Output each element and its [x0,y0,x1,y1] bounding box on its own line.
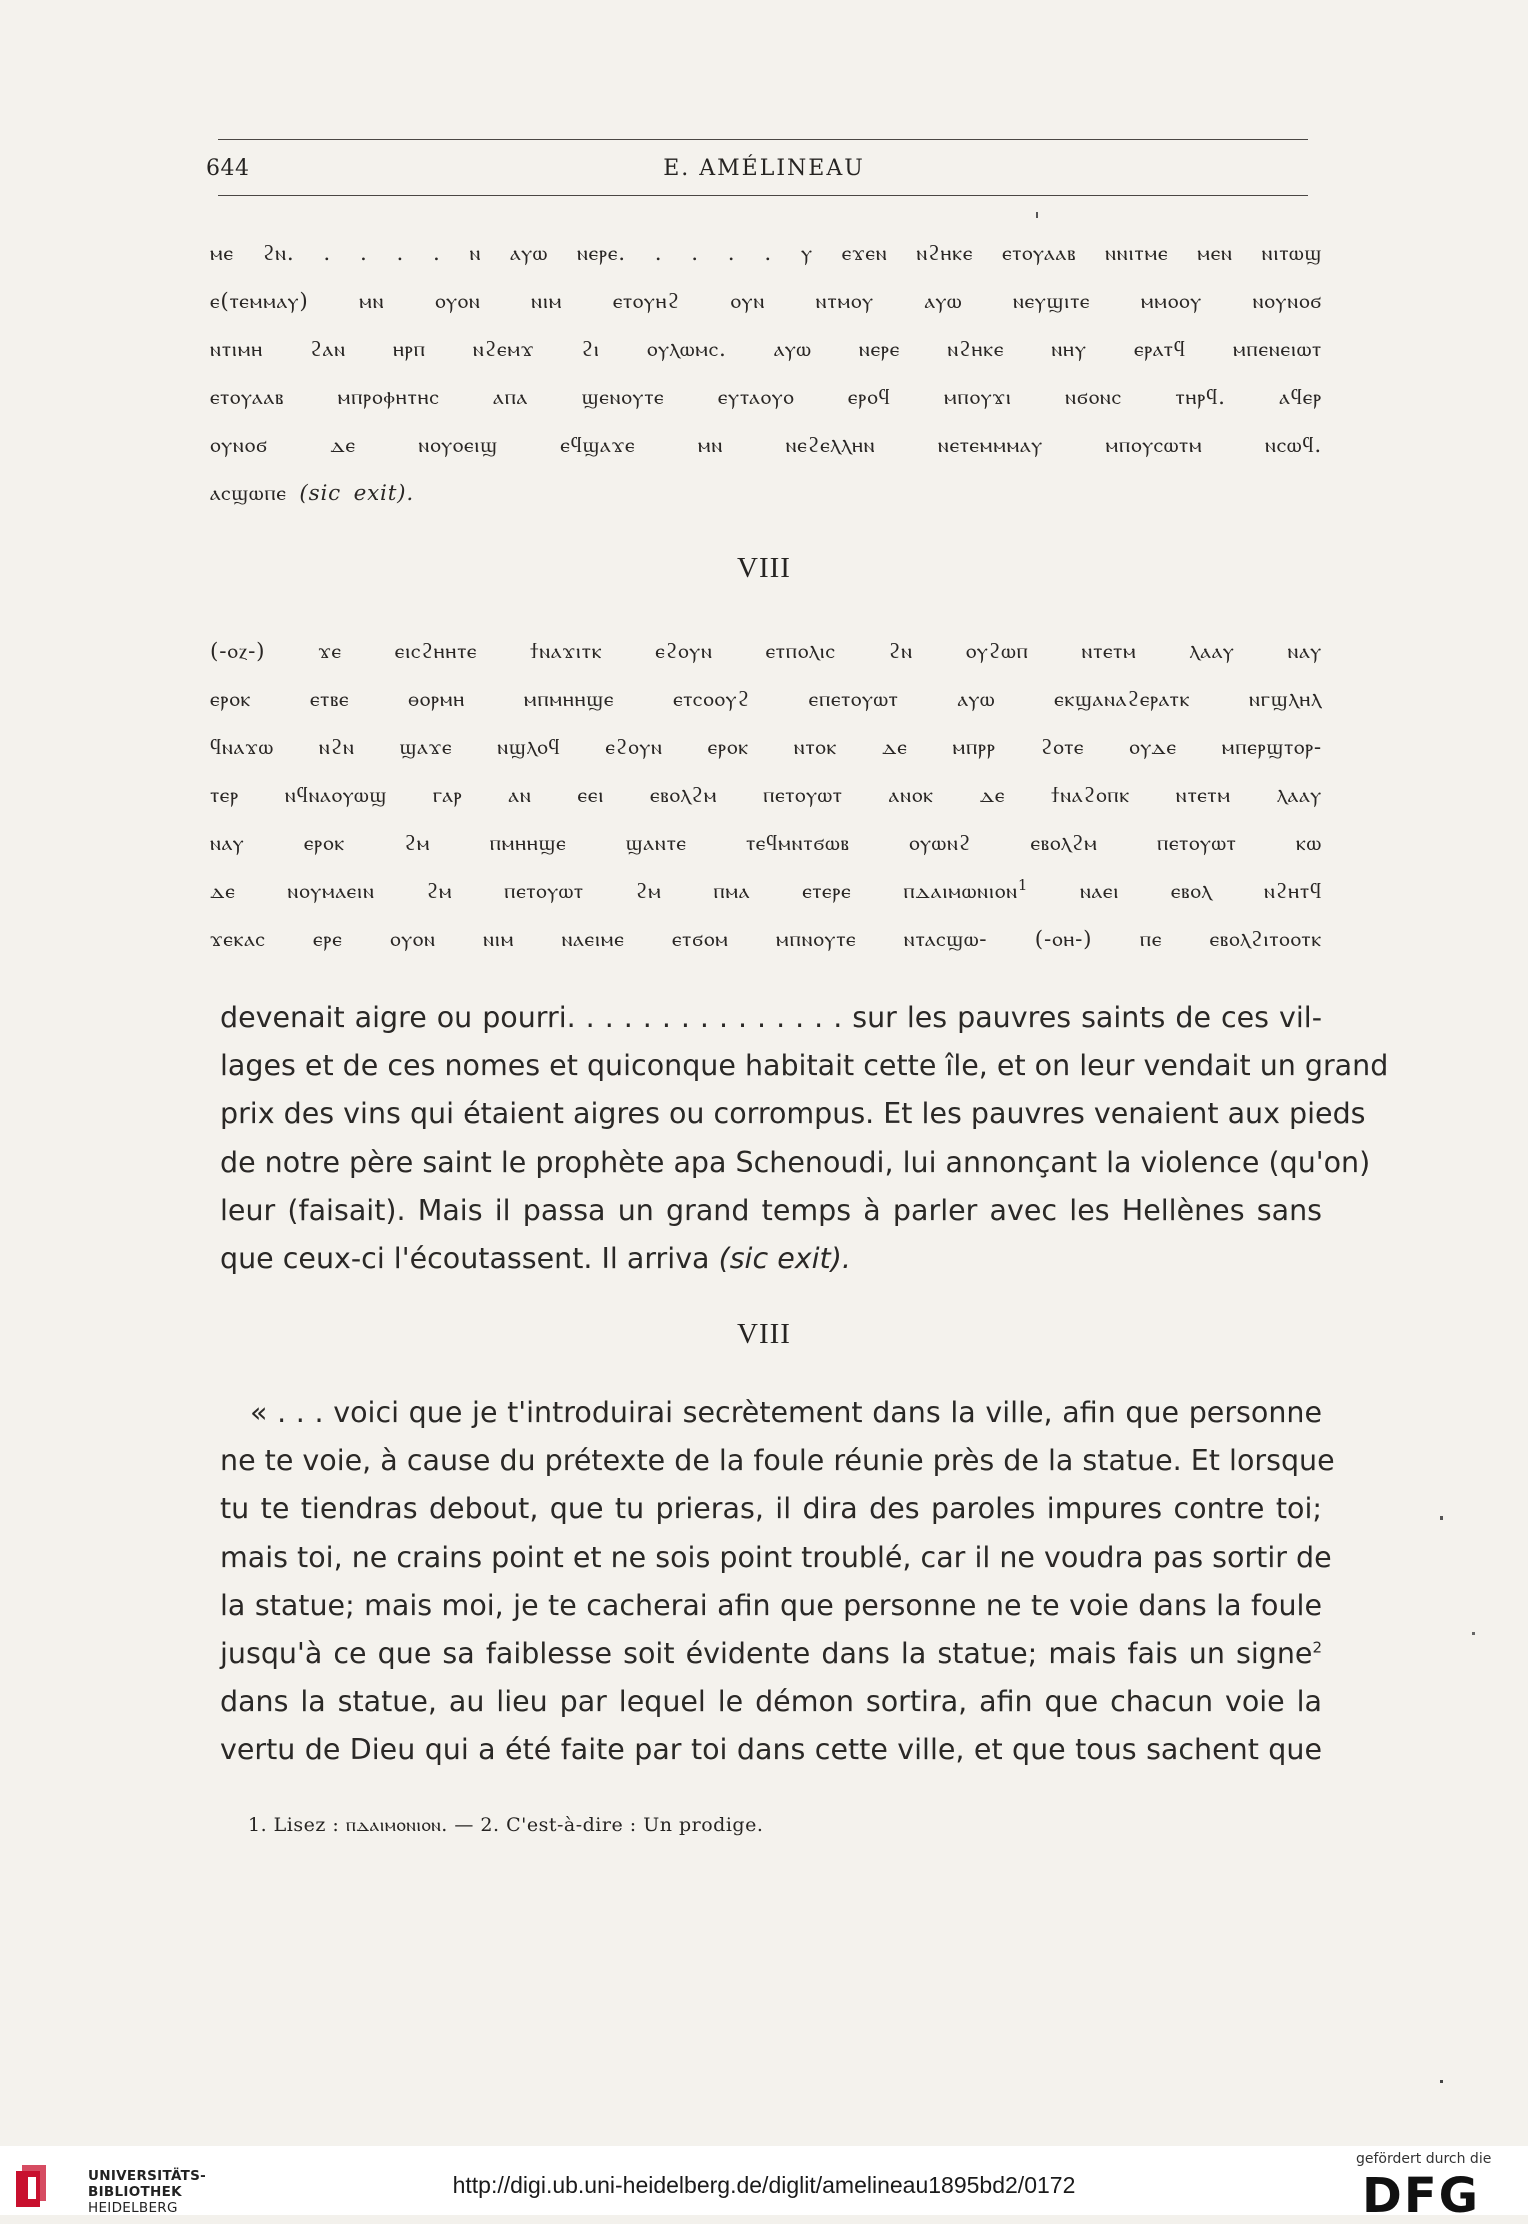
coptic-line: ⲟⲩⲛⲟϭ ⲇⲉ ⲛⲟⲩⲟⲉⲓϣ ⲉϥϣⲁϫⲉ ⲙⲛ ⲛⲉϩⲉⲗⲗⲏⲛ ⲛⲉⲧⲉⲙⲙⲙⲁⲩ ⲙⲡⲟⲩⲥⲱⲧⲙ ⲛⲥⲱϥ. [210,433,1322,458]
text-line: devenait aigre ou pourri. . . . . . . . . . . . . . . sur les pauvres saints de ces vil- [220,1001,1322,1034]
scan-speck [1472,1632,1475,1635]
running-head-author: E. AMÉLINEAU [663,156,865,181]
funding-label: gefördert durch die [1356,2151,1492,2167]
coptic-line: (-ⲟⲍ-) ϫⲉ ⲉⲓⲥϩⲏⲏⲧⲉ ϯⲛⲁϫⲓⲧⲕ ⲉϩⲟⲩⲛ ⲉⲧⲡⲟⲗⲓⲥ ϩⲛ ⲟⲩϩⲱⲡ ⲛⲧⲉⲧⲙ ⲗⲁⲁⲩ ⲛⲁⲩ [210,639,1322,664]
coptic-line-with-note [210,868,1322,916]
header-bottom-rule [218,195,1308,196]
coptic-text: ⲛⲁⲉⲓ ⲉⲃⲟⲗ ⲛϩⲏⲧϥ [1079,879,1322,904]
text-span: que ceux-ci l'écoutassent. Il arriva [220,1241,710,1275]
section-heading-coptic: VIII [737,552,791,584]
coptic-line-last [210,470,1322,518]
text-line: « . . . voici que je t'introduirai secrètement dans la ville, afin que personne [250,1396,1322,1429]
page-number: 644 [206,156,250,181]
coptic-line: ϥⲛⲁϫⲱ ⲛϩⲛ ϣⲁϫⲉ ⲛϣⲗⲟϥ ⲉϩⲟⲩⲛ ⲉⲣⲟⲕ ⲛⲧⲟⲕ ⲇⲉ ⲙⲡⲣⲣ ϩⲟⲧⲉ ⲟⲩⲇⲉ ⲙⲡⲉⲣϣⲧⲟⲣ- [210,735,1322,760]
coptic-line: ⲉⲧⲟⲩⲁⲁⲃ ⲙⲡⲣⲟⲫⲏⲧⲏⲥ ⲁⲡⲁ ϣⲉⲛⲟⲩⲧⲉ ⲉⲩⲧⲁⲟⲩⲟ ⲉⲣⲟϥ ⲙⲡⲟⲩϫⲓ ⲛϭⲟⲛⲥ ⲧⲏⲣϥ. ⲁϥⲉⲣ [210,385,1322,410]
text-line: de notre père saint le prophète apa Schenoudi, lui annonçant la violence (qu'on) [220,1145,1371,1179]
text-line: prix des vins qui étaient aigres ou corrompus. Et les pauvres venaient aux pieds [220,1097,1366,1131]
footnote-2: — 2. C'est-à-dire : Un prodige. [447,1814,764,1836]
footnote-ref-2: 2 [1312,1638,1322,1657]
text-line: mais toi, ne crains point et ne sois point troublé, car il ne voudra pas sortir de [220,1540,1332,1574]
coptic-text-block-2 [210,628,1322,964]
text-line-with-note [220,1630,1322,1678]
scan-speck [1440,1516,1443,1520]
coptic-line: ⲉ(ⲧⲉⲙⲙⲁⲩ) ⲙⲛ ⲟⲩⲟⲛ ⲛⲓⲙ ⲉⲧⲟⲩⲏϩ ⲟⲩⲛ ⲛⲧⲙⲟⲩ ⲁⲩⲱ ⲛⲉⲩϣⲓⲧⲉ ⲙⲙⲟⲟⲩ ⲛⲟⲩⲛⲟϭ [210,289,1322,314]
coptic-text-block-1 [210,230,1322,518]
text-line: tu te tiendras debout, que tu prieras, il dira des paroles impures contre toi; [220,1492,1322,1526]
header-top-rule [218,139,1308,140]
text-line: ne te voie, à cause du prétexte de la foule réunie près de la statue. Et lorsque [220,1444,1335,1478]
footnote-1-label: 1. Lisez : [248,1814,346,1836]
coptic-line: ϫⲉⲕⲁⲥ ⲉⲣⲉ ⲟⲩⲟⲛ ⲛⲓⲙ ⲛⲁⲉⲓⲙⲉ ⲉⲧϭⲟⲙ ⲙⲡⲛⲟⲩⲧⲉ ⲛⲧⲁⲥϣⲱ- (-ⲟⲏ-) ⲡⲉ ⲉⲃⲟⲗϩⲓⲧⲟⲟⲧⲕ [210,927,1322,952]
coptic-text: ⲇⲉ ⲛⲟⲩⲙⲁⲉⲓⲛ ϩⲙ ⲡⲉⲧⲟⲩⲱⲧ ϩⲙ ⲡⲙⲁ ⲉⲧⲉⲣⲉ ⲡⲇⲁⲓⲙⲱⲛⲓⲟⲛ [210,879,1018,904]
sic-exit-note: (sic exit). [299,481,414,506]
sic-exit-note: (sic exit). [718,1241,851,1275]
scan-speck [1440,2080,1443,2083]
text-line: dans la statue, au lieu par lequel le démon sortira, afin que chacun voie la [220,1685,1322,1719]
text-span: jusqu'à ce que sa faiblesse soit évidente dans la statue; mais fais un signe [220,1636,1313,1670]
text-line: leur (faisait). Mais il passa un grand temps à parler avec les Hellènes sans [220,1193,1322,1227]
coptic-line: ⲙⲉ ϩⲛ. . . . . ⲛ ⲁⲩⲱ ⲛⲉⲣⲉ. . . . . ⲩ ⲉϫⲉⲛ ⲛϩⲏⲕⲉ ⲉⲧⲟⲩⲁⲁⲃ ⲛⲛⲓⲧⲙⲉ ⲙⲉⲛ ⲛⲓⲧⲱϣ [210,241,1322,266]
library-line-2: BIBLIOTHEK [88,2184,182,2200]
dfg-logo[interactable]: DFG [1362,2168,1481,2224]
library-line-1: UNIVERSITÄTS- [88,2168,207,2184]
french-paragraph-1 [220,994,1389,1283]
text-line: vertu de Dieu qui a été faite par toi dans cette ville, et que tous sachent que [220,1733,1322,1767]
coptic-line: ⲛⲁⲩ ⲉⲣⲟⲕ ϩⲙ ⲡⲙⲏⲏϣⲉ ϣⲁⲛⲧⲉ ⲧⲉϥⲙⲛⲧϭⲱⲃ ⲟⲩⲱⲛϩ ⲉⲃⲟⲗϩⲙ ⲡⲉⲧⲟⲩⲱⲧ ⲕⲱ [210,831,1322,856]
library-line-3: HEIDELBERG [88,2200,178,2216]
footnotes [248,1814,763,1836]
coptic-line: ⲧⲉⲣ ⲛϥⲛⲁⲟⲩⲱϣ ⲅⲁⲣ ⲁⲛ ⲉⲉⲓ ⲉⲃⲟⲗϩⲙ ⲡⲉⲧⲟⲩⲱⲧ ⲁⲛⲟⲕ ⲇⲉ ϯⲛⲁϩⲟⲡⲕ ⲛⲧⲉⲧⲙ ⲗⲁⲁⲩ [210,783,1322,808]
french-paragraph-2 [220,1389,1335,1775]
text-line: la statue; mais moi, je te cacherai afin que personne ne te voie dans la foule [220,1588,1322,1622]
coptic-line: ⲉⲣⲟⲕ ⲉⲧⲃⲉ ⲑⲟⲣⲙⲏ ⲙⲡⲙⲏⲏϣⲉ ⲉⲧⲥⲟⲟⲩϩ ⲉⲡⲉⲧⲟⲩⲱⲧ ⲁⲩⲱ ⲉⲕϣⲁⲛⲁϩⲉⲣⲁⲧⲕ ⲛⲅϣⲗⲏⲗ [210,687,1322,712]
text-line-last [220,1235,1322,1283]
section-heading-french: VIII [737,1318,791,1350]
coptic-line: ⲛⲧⲓⲙⲏ ϩⲁⲛ ⲏⲣⲡ ⲛϩⲉⲙϫ ϩⲓ ⲟⲩⲗⲱⲙⲥ. ⲁⲩⲱ ⲛⲉⲣⲉ ⲛϩⲏⲕⲉ ⲛⲏⲩ ⲉⲣⲁⲧϥ ⲙⲡⲉⲛⲉⲓⲱⲧ [210,337,1322,362]
footnote-coptic-word: ⲡⲇⲁⲓⲙⲟⲛⲓⲟⲛ. [345,1814,448,1836]
footnote-ref-1: 1 [1017,875,1029,894]
coptic-word: ⲁⲥϣⲱⲡⲉ [210,481,287,506]
source-url-link[interactable]: http://digi.ub.uni-heidelberg.de/diglit/amelineau1895bd2/0172 [452,2172,1076,2198]
text-line: lages et de ces nomes et quiconque habitait cette île, et on leur vendait un grand [220,1049,1389,1083]
scan-speck [1036,212,1038,218]
